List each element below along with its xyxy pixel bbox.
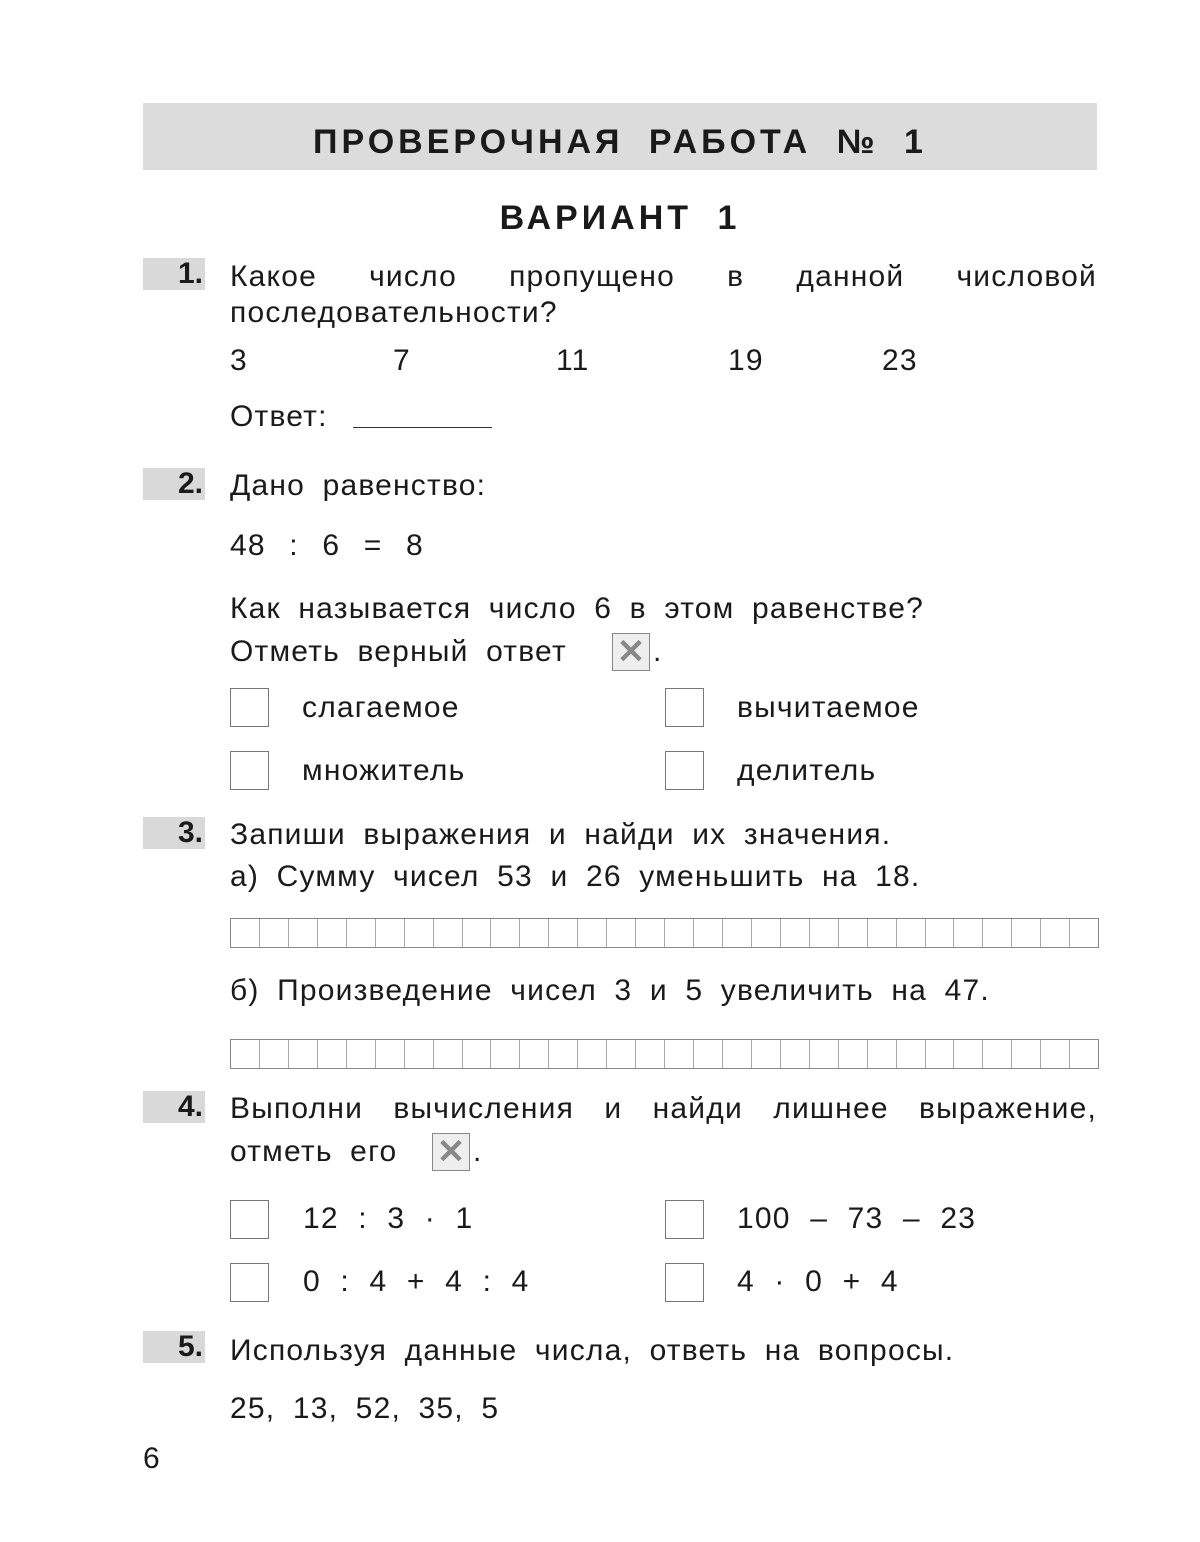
grid-cell[interactable] [926,1040,955,1068]
grid-cell[interactable] [723,919,752,947]
task-number: 4. [177,1090,203,1123]
equation: 48 : 6 = 8 [230,529,424,562]
task-2-question: Как называется число 6 в этом равенстве? [230,592,924,625]
grid-cell[interactable] [810,1040,839,1068]
answer-line[interactable] [353,427,492,428]
punctuation: . [473,1135,483,1168]
option-label: множитель [302,754,466,787]
checkbox[interactable] [230,1263,269,1302]
grid-cell[interactable] [1041,1040,1070,1068]
page-title: ПРОВЕРОЧНАЯ РАБОТА № 1 [313,123,927,161]
grid-cell[interactable] [231,1040,260,1068]
sequence-item: 3 [230,344,248,377]
task-2-badge [143,468,205,500]
checkbox[interactable] [230,1200,269,1239]
grid-cell[interactable] [347,919,376,947]
task-1-text-2: последовательности? [230,296,558,329]
grid-cell[interactable] [405,919,434,947]
sequence-item: 23 [882,344,918,377]
option-label: слагаемое [302,691,460,724]
task-number: 1. [177,257,203,290]
option-label: вычитаемое [737,691,920,724]
grid-cell[interactable] [491,1040,520,1068]
checkbox[interactable] [665,688,704,727]
grid-cell[interactable] [491,919,520,947]
expression: 12 : 3 · 1 [303,1202,474,1235]
grid-cell[interactable] [723,1040,752,1068]
grid-cell[interactable] [578,1040,607,1068]
task-1-text: Какое число пропущено в данной числовой [230,260,1097,293]
task-4-badge [143,1091,205,1123]
grid-cell[interactable] [810,919,839,947]
grid-cell[interactable] [289,1040,318,1068]
punctuation: . [653,635,663,668]
grid-cell[interactable] [694,919,723,947]
grid-cell[interactable] [520,1040,549,1068]
grid-cell[interactable] [607,1040,636,1068]
cross-mark-icon: ✕ [612,633,650,671]
grid-cell[interactable] [954,1040,983,1068]
task-3-part-a: а) Сумму чисел 53 и 26 уменьшить на 18. [230,860,921,893]
grid-cell[interactable] [1070,1040,1098,1068]
checkbox[interactable] [665,1200,704,1239]
checkbox[interactable] [230,688,269,727]
grid-cell[interactable] [434,919,463,947]
grid-cell[interactable] [665,1040,694,1068]
grid-cell[interactable] [347,1040,376,1068]
variant-title: ВАРИАНТ 1 [499,199,741,237]
option-label: делитель [737,754,877,787]
grid-cell[interactable] [260,919,289,947]
grid-cell[interactable] [1012,1040,1041,1068]
grid-cell[interactable] [868,919,897,947]
grid-cell[interactable] [983,919,1012,947]
grid-cell[interactable] [897,919,926,947]
grid-cell[interactable] [434,1040,463,1068]
grid-cell[interactable] [897,1040,926,1068]
grid-cell[interactable] [549,919,578,947]
checkbox[interactable] [665,751,704,790]
grid-cell[interactable] [231,919,260,947]
answer-grid-b[interactable] [230,1039,1099,1069]
task-number: 2. [177,467,203,500]
expression: 0 : 4 + 4 : 4 [303,1265,530,1298]
task-5-numbers: 25, 13, 52, 35, 5 [230,1392,500,1425]
cross-mark-icon: ✕ [432,1133,470,1171]
sequence-item: 19 [728,344,764,377]
grid-cell[interactable] [839,1040,868,1068]
task-2-instruction: Отметь верный ответ [230,635,567,668]
task-4-text: Выполни вычисления и найди лишнее выражение, [230,1092,1097,1125]
grid-cell[interactable] [405,1040,434,1068]
checkbox[interactable] [665,1263,704,1302]
grid-cell[interactable] [260,1040,289,1068]
grid-cell[interactable] [1041,919,1070,947]
grid-cell[interactable] [578,919,607,947]
grid-cell[interactable] [926,919,955,947]
grid-cell[interactable] [752,919,781,947]
task-5-text: Используя данные числа, ответь на вопросы. [230,1334,955,1367]
task-3-badge [143,817,205,849]
grid-cell[interactable] [549,1040,578,1068]
grid-cell[interactable] [289,919,318,947]
grid-cell[interactable] [752,1040,781,1068]
grid-cell[interactable] [376,1040,405,1068]
sequence-item: 11 [556,344,590,377]
grid-cell[interactable] [1012,919,1041,947]
grid-cell[interactable] [636,1040,665,1068]
task-3-part-b: б) Произведение чисел 3 и 5 увеличить на 47. [230,974,990,1007]
grid-cell[interactable] [781,1040,810,1068]
task-1-badge [143,258,205,290]
answer-grid-a[interactable] [230,918,1099,948]
grid-cell[interactable] [636,919,665,947]
grid-cell[interactable] [520,919,549,947]
task-4-text-2: отметь его [230,1135,398,1168]
grid-cell[interactable] [983,1040,1012,1068]
page-number: 6 [143,1442,161,1475]
task-number: 3. [177,816,203,849]
grid-cell[interactable] [463,1040,492,1068]
grid-cell[interactable] [376,919,405,947]
task-number: 5. [177,1330,203,1363]
grid-cell[interactable] [463,919,492,947]
grid-cell[interactable] [954,919,983,947]
grid-cell[interactable] [665,919,694,947]
expression: 4 · 0 + 4 [737,1265,899,1298]
task-2-text: Дано равенство: [230,469,487,502]
grid-cell[interactable] [694,1040,723,1068]
grid-cell[interactable] [318,1040,347,1068]
grid-cell[interactable] [868,1040,897,1068]
grid-cell[interactable] [607,919,636,947]
checkbox[interactable] [230,751,269,790]
grid-cell[interactable] [781,919,810,947]
answer-label: Ответ: [230,400,328,433]
task-3-text: Запиши выражения и найди их значения. [230,818,892,851]
expression: 100 – 73 – 23 [737,1202,977,1235]
task-5-badge [143,1331,205,1363]
grid-cell[interactable] [839,919,868,947]
grid-cell[interactable] [1070,919,1098,947]
sequence-item: 7 [393,344,411,377]
grid-cell[interactable] [318,919,347,947]
